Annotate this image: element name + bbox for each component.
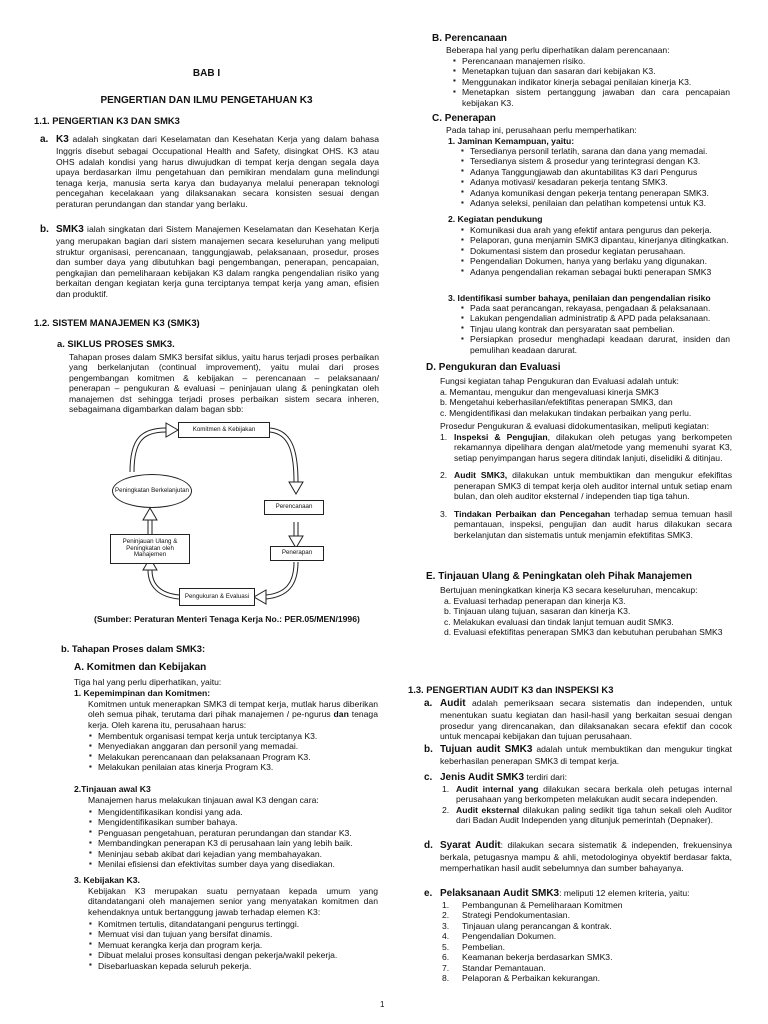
kegiatan-pendukung-heading: 2. Kegiatan pendukung <box>448 214 543 224</box>
penerapan-intro: Pada tahap ini, perusahaan perlu memperhatikan: <box>446 125 637 135</box>
siklus-heading: a. SIKLUS PROSES SMK3. <box>57 338 175 349</box>
list-item: 6. Keamanan bekerja berdasarkan SMK3. <box>442 952 613 963</box>
jaminan-list <box>460 146 730 209</box>
item-text: Pembangunan & Pemeliharaan Komitmen <box>462 900 623 910</box>
item-heading: Audit eksternal <box>456 804 520 815</box>
audit-definition-text: adalah pemeriksaan secara sistematis dan independen, untuk menentukan suatu kegiatan dan hasil-hasil yang berkaitan sesuai dengan prosedur yang direncanakan, dan dilaksanakan secara efektif dan cocok untuk mencapai kebijakan dan tujuan perusahaan. <box>440 698 732 742</box>
section-1-3-heading: 1.3. PENGERTIAN AUDIT K3 dan INSPEKSI K3 <box>408 684 614 695</box>
list-item: b. Tinjauan ulang tujuan, sasaran dan kinerja K3. <box>444 606 631 617</box>
term-pelaksanaan-audit: Pelaksanaan Audit SMK3 <box>440 888 560 899</box>
kebijakan-text: Kebijakan K3 merupakan suatu pernyataan kepada umum yang ditandatangani oleh manajemen senior yang menyatakan komitmen dan kehendaknya untuk bertanggung jawab terhadap elemen K3: <box>88 886 378 917</box>
box-penerapan: Penerapan <box>270 546 324 561</box>
item-label: a. <box>424 698 433 709</box>
list-item: ▪ Tersedianya sistem & prosedur yang terintegrasi dengan K3. <box>460 156 730 166</box>
item-heading: Inspeksi & Pengujian <box>454 432 548 442</box>
term-syarat-audit: Syarat Audit <box>440 840 501 851</box>
chapter-number: BAB I <box>192 68 221 79</box>
text-bold: dan <box>333 709 349 720</box>
list-item: c. Mengidentifikasi dan melakukan tindakan perbaikan yang perlu. <box>440 407 692 418</box>
list-item: 4. Pengendalian Dokumen. <box>442 931 557 942</box>
list-item: ▪ Melakukan perencanaan dan pelaksanaan Program K3. <box>88 752 378 762</box>
term-smk3: SMK3 <box>56 224 84 235</box>
list-item: 1. Pembangunan & Pemeliharaan Komitmen <box>442 900 623 910</box>
list-item: ▪ Membentuk organisasi tempat kerja untuk terciptanya K3. <box>88 731 378 741</box>
list-item: ▪ Tersedianya personil terlatih, sarana dan dana yang memadai. <box>460 146 730 156</box>
syarat-audit <box>424 840 733 873</box>
item-label: d. <box>424 840 433 851</box>
list-item: 1. Audit internal yang dilakukan secara berkala oleh petugas internal perusahaan yang berkompeten melakukan audit secara independen. <box>442 784 732 805</box>
list-item: ▪ Dokumentasi sistem dan prosedur kegiatan perusahaan. <box>460 246 730 256</box>
list-item: ▪ Menilai efisiensi dan efektivitas sumber daya yang disediakan. <box>88 859 378 869</box>
term-jenis-audit: Jenis Audit SMK3 <box>440 772 525 783</box>
list-item: ▪ Menetapkan sistem pertanggung jawaban dan cara pencapaian kebijakan K3. <box>452 87 730 108</box>
item-heading: Tindakan Perbaikan dan Pencegahan <box>454 508 611 519</box>
term-audit: Audit <box>440 698 466 709</box>
text-part: tenaga kerja. Oleh karena itu, perusahaan harus: <box>88 709 378 730</box>
tinjauan-awal-text: Manajemen harus melakukan tinjauan awal K3 dengan cara: <box>88 795 319 805</box>
item-heading: Audit SMK3, <box>454 470 508 481</box>
item-label: e. <box>424 888 433 899</box>
item-label: b. <box>424 744 433 755</box>
list-item: ▪ Tinjau ulang kontrak dan persyaratan saat pembelian. <box>460 324 730 334</box>
item-text: Pengendalian Dokumen. <box>462 931 557 942</box>
arrow-to-komitmen <box>132 430 166 472</box>
penerapan-heading: C. Penerapan <box>432 113 496 124</box>
item-text: Tinjauan ulang perancangan & kontrak. <box>462 920 612 931</box>
list-item: ▪ Mengidentifikasikan sumber bahaya. <box>88 817 378 827</box>
list-item: a. Evaluasi terhadap penerapan dan kinerja K3. <box>444 596 626 606</box>
list-item: ▪ Lakukan pengendalian administratip & APD pada pelaksanaan. <box>460 313 730 323</box>
term-tujuan-audit: Tujuan audit SMK3 <box>440 744 533 755</box>
pengukuran-intro: Fungsi kegiatan tahap Pengukuran dan Evaluasi adalah untuk: <box>440 376 679 386</box>
box-peninjauan: Peninjauan Ulang & Peningkatan oleh Manajemen <box>110 534 190 564</box>
pengukuran-heading: D. Pengukuran dan Evaluasi <box>426 362 561 373</box>
list-item: ▪ Menggunakan indikator kinerja sebagai penilaian kinerja K3. <box>452 77 730 87</box>
kebijakan-list <box>88 919 378 971</box>
list-item: ▪ Meninjau sebab akibat dari kejadian yang membahayakan. <box>88 849 378 859</box>
pelaksanaan-audit-text: : meliputi 12 elemen kriteria, yaitu: <box>559 888 690 898</box>
jenis-audit-text: terdiri dari: <box>524 772 568 782</box>
list-item: ▪ Adanya komunikasi dengan pekerja tentang penerapan SMK3. <box>460 188 730 198</box>
pelaksanaan-audit <box>424 888 732 900</box>
pengukuran-letter-list <box>440 387 691 418</box>
list-item: 3. Tinjauan ulang perancangan & kontrak. <box>442 920 612 931</box>
item-text: Keamanan bekerja berdasarkan SMK3. <box>462 952 613 963</box>
k3-definition-text: adalah singkatan dari Keselamatan dan Kesehatan Kerja yang dalam bahasa Inggris disebut sebagai Occupational Health and Safety, disingkat OHS. K3 atau OHS adalah kondisi yang harus diwujudkan di tempat kerja dengan segala daya upaya berdasarkan ilmu pengetahuan dan pemikiran mendalam guna melindungi tenaga kerja, manusia serta karya dan budayanya melalui penerapan teknologi pencegahan kecelakaan yang dilaksanakan secara konsisten sesuai dengan peraturan perundangan dan standar yang berlaku. <box>56 134 379 209</box>
diagram-source: (Sumber: Peraturan Menteri Tenaga Kerja No.: PER.05/MEN/1996) <box>94 614 360 624</box>
list-item: ▪ Melakukan penilaian atas kinerja Program K3. <box>88 762 378 772</box>
smk3-definition-text: ialah singkatan dari Sistem Manajemen Keselamatan dan Kesehatan Kerja yang merupakan bagian dari sistem manajemen secara keseluruhan yang meliputi struktur organisasi, perencanaan, tanggungjawab, pelaksanaan, prosedur, proses dan sumber daya yang dibutuhkan bagi pengembangan, penerapan, pencapaian, pengkajian dan pemeliharaan kebijakan K3 dalam rangka pengendalian risiko yang berkaitan dengan kegiatan kerja guna terciptanya tempat kerja yang aman, efisien dan produktif. <box>56 224 379 299</box>
kegiatan-pendukung-list <box>460 225 730 277</box>
list-item: a. Memantau, mengukur dan mengevaluasi kinerja SMK3 <box>440 387 659 397</box>
cycle-arrows <box>74 420 324 610</box>
item-heading: Audit internal yang <box>456 784 539 794</box>
list-item: 5. Pembelian. <box>442 941 505 952</box>
page-number: 1 <box>380 1000 385 1009</box>
kebijakan-heading: 3. Kebijakan K3. <box>74 875 140 885</box>
kepemimpinan-list <box>88 731 378 773</box>
list-item: ▪ Adanya pengendalian rekaman sebagai bukti penerapan SMK3 <box>460 267 730 277</box>
list-item: ▪ Memuat visi dan tujuan yang bersifat dinamis. <box>88 929 378 939</box>
prosedur-text: Prosedur Pengukuran & evaluasi didokumentasikan, meliputi kegiatan: <box>440 421 709 431</box>
list-item: ▪ Penguasan pengetahuan, peraturan perundangan dan standar K3. <box>88 828 378 838</box>
list-item: ▪ Dibuat melalui proses konsultasi dengan pekerja/wakil pekerja. <box>88 950 378 960</box>
pelaksanaan-list <box>442 900 732 984</box>
perencanaan-heading: B. Perencanaan <box>432 33 508 44</box>
list-item: ▪ Adanya seleksi, penilaian dan pelatihan kompetensi untuk K3. <box>460 198 730 208</box>
tujuan-audit <box>424 744 732 767</box>
box-komitmen: Komitmen & Kebijakan <box>178 422 270 438</box>
ellipse-peningkatan: Peningkatan Berkelanjutan <box>112 474 192 508</box>
list-item: ▪ Mengidentifikasikan kondisi yang ada. <box>88 807 378 817</box>
list-item: ▪ Komunikasi dua arah yang efektif antara pengurus dan pekerja. <box>460 225 730 235</box>
list-item: 2. Strategi Pendokumentasian. <box>442 910 570 921</box>
term-k3: K3 <box>56 134 69 145</box>
tinjauan-ulang-list <box>444 596 732 638</box>
item-text: dilakukan untuk membuktikan dan mengukur efekifitas penerapan SMK3 di tempat kerja oleh auditor internal untuk setiap enam bulan, dan oleh auditor eksternal / independen tiap tiga tahun. <box>454 470 732 502</box>
list-item: b. Mengetahui keberhasilan/efektifitas penerapan SMK3, dan <box>440 397 673 408</box>
jaminan-heading: 1. Jaminan Kemampuan, yaitu: <box>448 136 575 146</box>
box-perencanaan: Perencanaan <box>264 500 324 515</box>
identifikasi-list <box>460 303 730 355</box>
list-item: 2. Audit eksternal dilakukan paling sedikit tiga tahun sekali oleh Auditor dari Badan Audit Independen yang ditunjuk pemerintah (Depnaker). <box>442 804 732 826</box>
list-item: ▪ Pengendalian Dokumen, hanya yang berlaku yang digunakan. <box>460 256 730 266</box>
komitmen-intro: Tiga hal yang perlu diperhatikan, yaitu: <box>74 677 222 687</box>
item-label: a. <box>40 134 49 145</box>
kepemimpinan-text <box>88 699 378 730</box>
list-item: ▪ Adanya motivasi/ kesadaran pekerja tentang SMK3. <box>460 177 730 187</box>
list-item: ▪ Menetapkan tujuan dan sasaran dari kebijakan K3. <box>452 66 730 76</box>
k3-definition <box>40 134 379 209</box>
siklus-text: Tahapan proses dalam SMK3 bersifat siklus, yaitu harus terjadi proses perbaikan yang berkelanjutan (continual improvement), yaitu mulai dari proses pengembangan komitmen & kebijakan – perencanaan – pelaksanaan/ penerapan – pengukuran & evaluasi – peninjauan ulang & peningkatan oleh manajemen dst sehingga terjadi proses perbaikan sistem secara inheren, sebagaimana digambarkan dalam bagan sbb: <box>69 352 379 415</box>
tinjauan-awal-list <box>88 807 378 870</box>
text-part: Komitmen untuk menerapkan SMK3 di tempat kerja, mutlak harus diberikan oleh semua pihak, terutama dari pihak manajemen / pe-ngurus <box>88 699 378 720</box>
list-item: d. Evaluasi efektifitas penerapan SMK3 dan kebutuhan perubahan SMK3 <box>444 627 723 638</box>
item-label: c. <box>424 772 433 783</box>
list-item: ▪ Adanya Tanggungjawab dan akuntabilitas K3 dari Pengurus <box>460 167 730 177</box>
list-item: ▪ Persiapkan prosedur menghadapi keadaan darurat, insiden dan pemulihan keadaan darurat. <box>460 334 730 355</box>
list-item: ▪ Menyediakan anggaran dan personil yang memadai. <box>88 741 378 751</box>
prosedur-list <box>440 432 732 540</box>
smk3-definition <box>40 224 379 299</box>
perencanaan-intro: Beberapa hal yang perlu diperhatikan dalam perencanaan: <box>446 45 670 55</box>
tujuan-audit-text: adalah untuk membuktikan dan mengukur tingkat keberhasilan penerapan SMK3 di tempat kerja. <box>440 744 732 767</box>
item-text: Standar Pemantauan. <box>462 962 546 973</box>
list-item: ▪ Pelaporan, guna menjamin SMK3 dipantau, kinerjanya ditingkatkan. <box>460 235 730 245</box>
item-text: terhadap semua temuan hasil pemantauan, inspeksi, pengujian dan audit harus dilakukan secara berkelanjutan dan sistematis untuk menjamin efektifitas SMK3. <box>454 508 733 540</box>
list-item: 7. Standar Pemantauan. <box>442 962 546 973</box>
syarat-audit-text: : dilakukan secara sistematik & independen, frekuensinya berkala, petugasnya mampu & ahli, metodologinya obyektif berdasar fakta, memperhatikan hasil audit sebelumnya dan sumber bahayanya. <box>440 840 733 873</box>
list-item: c. Melakukan evaluasi dan tindak lanjut temuan audit SMK3. <box>444 616 674 627</box>
tahapan-heading: b. Tahapan Proses dalam SMK3: <box>61 643 206 654</box>
tinjauan-ulang-intro: Bertujuan meningkatkan kinerja K3 secara keseluruhan, mencakup: <box>440 585 698 595</box>
list-item: ▪ Disebarluaskan kepada seluruh pekerja. <box>88 961 378 971</box>
section-1-2-heading: 1.2. SISTEM MANAJEMEN K3 (SMK3) <box>34 317 200 328</box>
kepemimpinan-heading: 1. Kepemimpinan dan Komitmen: <box>74 688 211 698</box>
list-item: ▪ Membandingkan penerapan K3 di perusahaan lain yang lebih baik. <box>88 838 378 848</box>
perencanaan-list <box>452 56 730 108</box>
list-item: 1. Inspeksi & Pengujian, dilakukan oleh petugas yang berkompeten rekamannya dipelihara dengan alat/metode yang memenuhi syarat K3, setiap penyimpangan harus segera ditindak lanjuti, diselidiki & ditinjau. <box>440 432 733 463</box>
list-item: 2. Audit SMK3, dilakukan untuk membuktikan dan mengukur efekifitas penerapan SMK3 di tempat kerja oleh auditor internal untuk setiap enam bulan, dan oleh auditor eksternal / independen tiap tiga tahun. <box>440 470 732 502</box>
item-text: dilakukan paling sedikit tiga tahun sekali oleh Auditor dari Badan Audit Independen yang ditunjuk pemerintah (Depnaker). <box>456 804 732 826</box>
list-item: 3. Tindakan Perbaikan dan Pencegahan terhadap semua temuan hasil pemantauan, inspeksi, pengujian dan audit harus dilakukan secara berkelanjutan dan sistematis untuk menjamin efektifitas SMK3. <box>440 508 733 540</box>
section-1-1-heading: 1.1. PENGERTIAN K3 DAN SMK3 <box>34 115 180 126</box>
box-pengukuran: Pengukuran & Evaluasi <box>179 588 255 606</box>
list-item: ▪ Memuat kerangka kerja dan program kerja. <box>88 940 378 950</box>
item-label: b. <box>40 224 49 235</box>
item-text: , dilakukan oleh petugas yang berkompeten rekamannya dipelihara dengan alat/metode yang memenuhi syarat K3, setiap penyimpangan harus segera ditindak lanjuti, diselidiki & ditinjau. <box>454 432 733 463</box>
item-text: Strategi Pendokumentasian. <box>462 910 570 921</box>
list-item: ▪ Pada saat perancangan, rekayasa, pengadaan & pelaksanaan. <box>460 303 730 313</box>
chapter-title: PENGERTIAN DAN ILMU PENGETAHUAN K3 <box>100 95 313 106</box>
tinjauan-ulang-heading: E. Tinjauan Ulang & Peningkatan oleh Pihak Manajemen <box>426 571 692 582</box>
item-text: Pelaporan & Perbaikan kekurangan. <box>462 973 601 984</box>
item-text: Pembelian. <box>462 941 505 952</box>
list-item: 8. Pelaporan & Perbaikan kekurangan. <box>442 973 601 984</box>
audit-definition <box>424 698 732 742</box>
identifikasi-heading: 3. Identifikasi sumber bahaya, penilaian dan pengendalian risiko <box>448 293 711 303</box>
tinjauan-awal-heading: 2.Tinjauan awal K3 <box>74 784 151 794</box>
komitmen-heading: A. Komitmen dan Kebijakan <box>74 662 207 673</box>
jenis-audit <box>424 772 732 784</box>
jenis-audit-list <box>442 784 732 826</box>
list-item: ▪ Komitmen tertulis, ditandatangani pengurus tertinggi. <box>88 919 378 929</box>
item-text: dilakukan secara berkala oleh petugas internal perusahaan yang berkompeten melakukan audit secara independen. <box>456 784 732 805</box>
smk3-cycle-diagram <box>74 420 324 610</box>
list-item: ▪ Perencanaan manajemen risiko. <box>452 56 730 66</box>
